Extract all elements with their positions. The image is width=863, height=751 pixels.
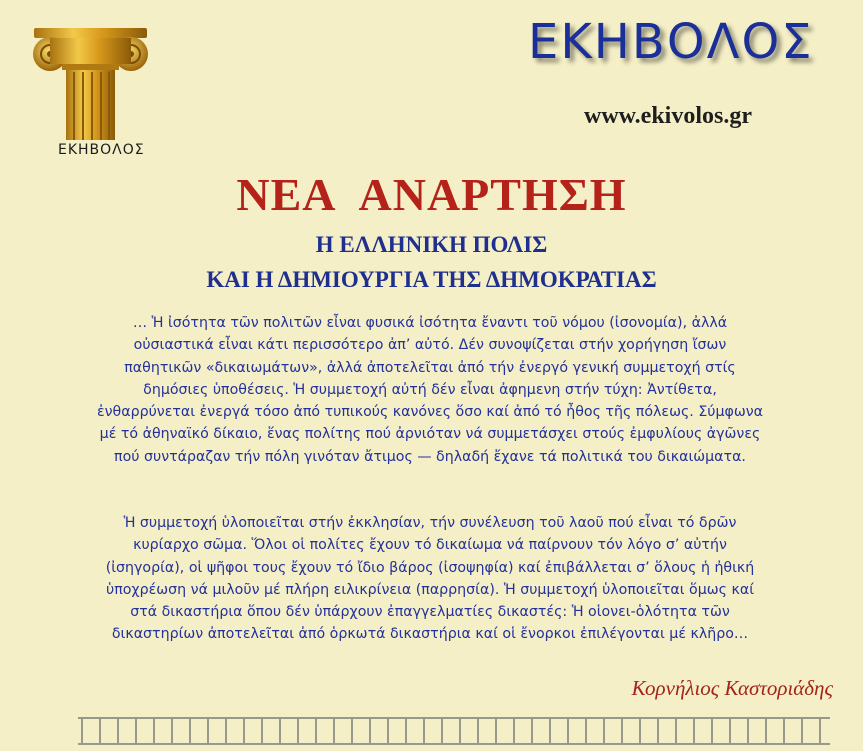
text-line: οὐσιαστικά εἶναι κάτι περισσότερο ἀπ’ αὐτό. Δέν συνοψίζεται στήν χορήγηση ἴσων [133, 337, 727, 354]
text-line: (ἰσηγορία), οἱ ψῆφοι τους ἔχουν τό ἴδιο βάρος (ἰσοψηφία) καί ἐπιβάλλεται σ’ ὅλους ἡ ἠθική [105, 559, 755, 576]
text-line: πού συντάραζαν τήν πόλη γινόταν ἄτιμος — δηλαδή ἔχανε τά πολιτικά του δικαιώματα. [114, 448, 746, 465]
headline [0, 168, 863, 221]
paragraph-1 [30, 312, 830, 468]
text-line: Ἡ συμμετοχή ὑλοποιεῖται στήν ἐκκλησίαν, τήν συνέλευση τοῦ λαοῦ πού εἶναι τό δρῶν [123, 515, 737, 531]
author-signature: Κορνήλιος Καστοριάδης [631, 676, 833, 700]
column-logo [28, 20, 153, 160]
text-line: … Ἡ ἰσότητα τῶν πολιτῶν εἶναι φυσικά ἰσότητα ἔναντι τοῦ νόμου (ἰσονομία), ἀλλά [132, 315, 728, 331]
logo-caption: ΕΚΗΒΟΛΟΣ [58, 142, 145, 158]
text-line: ὑποχρέωση νά μιλοῦν μέ πλήρη ειλικρίνεια (παρρησία). Ἡ συμμετοχή ὑλοποιεῖται ὅμως καί [106, 581, 754, 598]
text-line: δικαστηρίων ἀποτελεῖται ἀπό ὁρκωτά δικαστήρια καί οἱ ἔνορκοι ἐπιλέγονται μέ κλῆρο… [111, 626, 749, 643]
text-line: παθητικῶν «δικαιωμάτων», ἀλλά ἀποτελεῖται ἀπό τήν ἐνεργό γενική συμμετοχή στίς [124, 359, 736, 376]
brand-url[interactable]: www.ekivolos.gr [584, 103, 752, 129]
text-line: στά δικαστήρια ὅπου δέν ὑπάρχουν ἐπαγγελματίες δικαστές: Ἡ οἱονει-ὁλότητα τῶν [130, 604, 730, 621]
text-line: κυρίαρχο σῶμα. Ὅλοι οἱ πολίτες ἔχουν τό δικαίωμα νά παίρνουν τόν λόγο σ’ αὐτήν [133, 537, 727, 554]
paragraph-2 [30, 512, 830, 646]
greek-key-meander-icon [78, 717, 830, 745]
text-line: μέ τό ἀθηναϊκό δίκαιο, ἕνας πολίτης πού ἀρνιόταν νά συμμετάσχει στούς ἐμφυλίους ἀγῶνες [99, 426, 761, 443]
text-line: δημόσιες ὑποθέσεις. Ἡ συμμετοχή αὐτή δέν εἶναι ἀφημενη στήν τύχη: Ἀντίθετα, [143, 381, 717, 398]
brand-name: ΕΚΗΒΟΛΟΣ [528, 14, 814, 70]
headline-word-1: ΝΕΑ [236, 169, 337, 220]
subtitle-line-2: ΚΑΙ Η ΔΗΜΙΟΥΡΓΙΑ ΤΗΣ ΔΗΜΟΚΡΑΤΙΑΣ [206, 267, 657, 292]
text-line: ἐνθαρρύνεται ἐνεργά τόσο ἀπό τυπικούς κανόνες ὅσο καί ἀπό τό ἦθος τῆς πόλεως. Σύμφωνα [96, 404, 764, 421]
ionic-column-icon [28, 20, 153, 140]
subtitle-line-1: Η ΕΛΛΗΝΙΚΗ ΠΟΛΙΣ [315, 232, 548, 257]
headline-word-2: ΑΝΑΡΤΗΣΗ [358, 169, 627, 220]
